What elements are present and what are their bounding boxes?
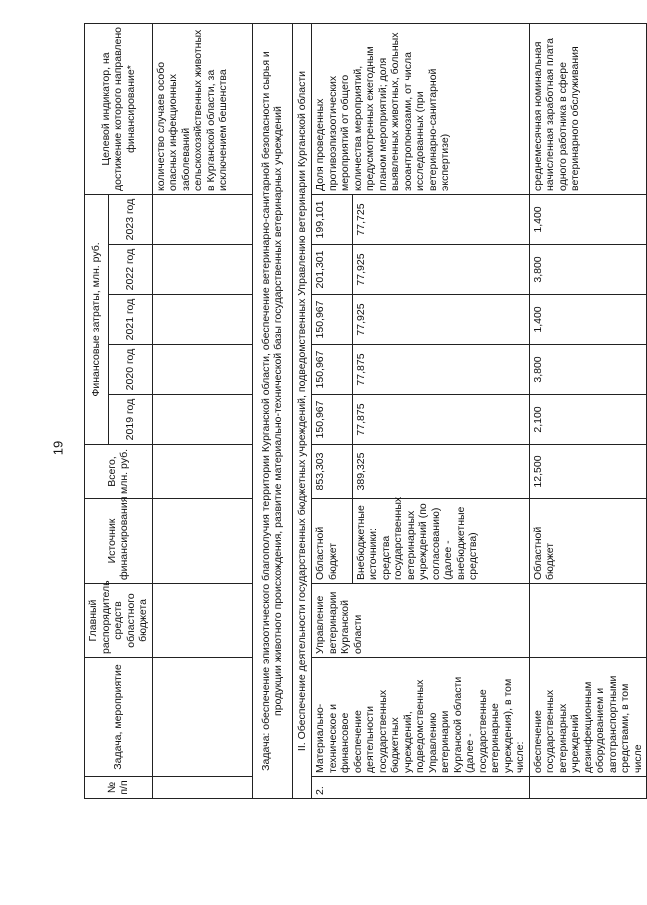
row-2023: 1,400	[529, 195, 647, 245]
section-heading-row	[292, 24, 312, 799]
row-2020: 3,800	[529, 345, 647, 395]
row-2023: 199,101	[312, 195, 353, 245]
row-manager: Управление ветеринарии Курганской области	[312, 584, 530, 658]
header-task: Задача, мероприятие	[85, 658, 153, 777]
continuation-indicator: количество случаев особо опасных инфекционных заболеваний сельскохозяйственных животных в Курганской области, за исключением бешенства	[152, 24, 252, 195]
header-num: № п/п	[85, 777, 153, 799]
row-2019: 77,875	[352, 395, 529, 445]
row-indicator: Доля проведенных противоэпизоотических мероприятий от общего количества мероприятий, предусмотренных ежегодным планом мероприятий; доля выявленных животных, больных зооантропонозами, от числа исследованных (при ветеринарно-санитарной экспертизе)	[312, 24, 530, 195]
row-indicator: среднемесячная номинальная начисленная заработная плата одного работника в сфере ветеринарного обслуживания	[529, 24, 647, 195]
row-2020: 150,967	[312, 345, 353, 395]
row-source: Областной бюджет	[529, 499, 647, 584]
header-manager: Главный распорядитель средств областного бюджета	[85, 584, 153, 658]
header-year: 2020 год	[108, 345, 152, 395]
row-source: Внебюджетные источники: средства государственных ветеринарных учреждений (по согласованию) (далее - внебюджетные средства)	[352, 499, 529, 584]
section-heading: II. Обеспечение деятельности государственных бюджетных учреждений, подведомственных Управлению ветеринарии Курганской области	[292, 24, 312, 799]
table-row	[312, 24, 353, 799]
row-2019: 2,100	[529, 395, 647, 445]
row-total: 853,303	[312, 445, 353, 499]
header-total: Всего, млн. руб.	[85, 445, 153, 499]
row-number: 2.	[312, 777, 530, 799]
row-manager	[529, 584, 647, 658]
row-2021: 77,925	[352, 295, 529, 345]
row-2021: 150,967	[312, 295, 353, 345]
row-task: обеспечение государственных ветеринарных учреждений дезинфекционным оборудованием и автотранспортными средствами, в том числе	[529, 658, 647, 777]
header-year: 2021 год	[108, 295, 152, 345]
row-task: Материально-техническое и финансовое обеспечение деятельности государственных бюджетных учреждений, подведомственных Управлению ветеринарии Курганской области (далее - государственные ветеринарные учреждения), в том числе:	[312, 658, 530, 777]
header-year: 2023 год	[108, 195, 152, 245]
row-2022: 201,301	[312, 245, 353, 295]
header-year: 2022 год	[108, 245, 152, 295]
header-source: Источник финансирования	[85, 499, 153, 584]
row-2021: 1,400	[529, 295, 647, 345]
row-total: 12,500	[529, 445, 647, 499]
row-total: 389,325	[352, 445, 529, 499]
page-number: 19	[50, 440, 66, 456]
row-2020: 77,875	[352, 345, 529, 395]
program-table	[84, 23, 647, 799]
row-number	[529, 777, 647, 799]
row-2022: 77,925	[352, 245, 529, 295]
table-row	[529, 24, 647, 799]
header-expenses: Финансовые затраты, млн. руб.	[85, 195, 109, 445]
task-heading: Задача: обеспечение эпизоотического благополучия территории Курганской области, обеспечение ветеринарно-санитарной безопасности сырья и продукции животного происхождения, развитие материально-технической базы государственных ветеринарных учреждений	[252, 24, 292, 799]
row-2019: 150,967	[312, 395, 353, 445]
row-2022: 3,800	[529, 245, 647, 295]
row-2023: 77,725	[352, 195, 529, 245]
header-indicator: Целевой индикатор, на достижение которого направлено финансирование*	[85, 24, 153, 195]
row-source: Областной бюджет	[312, 499, 353, 584]
continuation-row	[152, 24, 252, 799]
task-heading-row	[252, 24, 292, 799]
header-year: 2019 год	[108, 395, 152, 445]
